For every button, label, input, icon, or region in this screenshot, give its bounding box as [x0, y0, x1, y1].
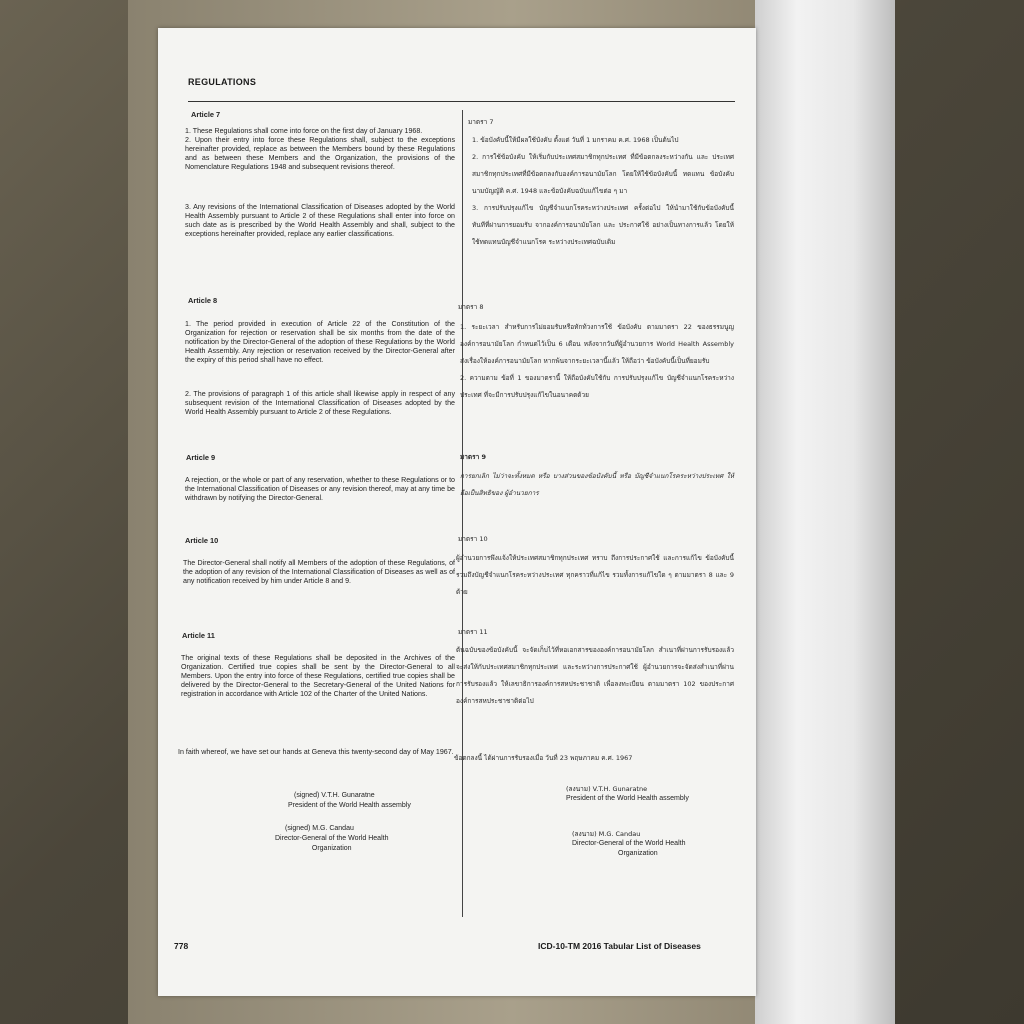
- article-10-title: Article 10: [185, 536, 219, 545]
- signature-th-1-name: (ลงนาม) V.T.H. Gunaratne: [566, 785, 648, 793]
- article-10-th-text: ผู้อำนวยการพึงแจ้งให้ประเทศสมาชิกทุกประเทศ ทราบ ถึงการประกาศใช้ และการแก้ไข ข้อบังคับนี้ รวมถึงบัญชีจำแนกโรคระหว่างประเทศ ทุกคราวที่แก้ไข รวมทั้งการแก้ไขใด ๆ ตามมาตรา 8 และ 9 ด้วย: [456, 554, 734, 596]
- header-rule: [188, 101, 735, 102]
- closing-statement-th: ข้อตกลงนี้ ได้ผ่านการรับรองเมื่อ วันที่ 23 พฤษภาคม ค.ศ. 1967: [454, 754, 633, 762]
- article-9-para: A rejection, or the whole or part of any reservation, whether to these Regulations or to the International Classification of Diseases or any revision thereof, may at any time be withdrawn by notifying the Director-General.: [185, 476, 455, 502]
- article-11-title: Article 11: [182, 631, 215, 640]
- signature-en-2-org: Organization: [311, 845, 352, 852]
- article-8-th-text: 1. ระยะเวลา สำหรับการไม่ยอมรับหรือทักท้วงการใช้ ข้อบังคับ ตามมาตรา 22 ของธรรมนูญองค์การอนามัยโลก กำหนดไว้เป็น 6 เดือน หลังจากวันที่ผู้อำนวยการ World Health Assembly ส่งเรื่องให้องค์การอนามัยโลก หากพ้นจากระยะเวลานี้แล้ว ให้ถือว่า ข้อบังคับนี้เป็นที่ยอมรับ 2. ความตาม ข้อที่ 1 ของมาตรานี้ ให้ถือบังคับใช้กับ การปรับปรุงแก้ไข บัญชีจำแนกโรคระหว่างประเทศ ที่จะมีการปรับปรุงแก้ไขในอนาคตด้วย: [460, 323, 734, 399]
- closing-statement-en: In faith whereof, we have set our hands at Geneva this twenty-second day of May 1967.: [178, 748, 454, 756]
- article-8-title: Article 8: [188, 296, 218, 305]
- article-7-th-text: 1. ข้อบังคับนี้ให้มีผลใช้บังคับ ตั้งแต่ วันที่ 1 มกราคม ค.ศ. 1968 เป็นต้นไป 2. การใช้ข้อบังคับ ให้เริ่มกับประเทศสมาชิกทุกประเทศ ที่มีข้อตกลงระหว่างกัน และ ประเทศสมาชิกทุกประเทศที่มีข้อตกลงกับองค์การอนามัยโลก โดยให้ใช้ข้อบังคับนี้ ทดแทน ข้อบังคับนามบัญญัติ ค.ศ. 1948 และข้อบังคับฉบับแก้ไขต่อ ๆ มา 3. การปรับปรุงแก้ไข บัญชีจำแนกโรคระหว่างประเทศ ครั้งต่อไป ให้นำมาใช้กับข้อบังคับนี้ ทันทีที่ผ่านการยอมรับ จากองค์การอนามัยโลก และ ประกาศใช้ อย่างเป็นทางการแล้ว โดยให้ใช้ทดแทนบัญชีจำแนกโรค ระหว่างประเทศฉบับเดิม: [472, 136, 734, 246]
- article-7-title: Article 7: [191, 110, 221, 119]
- article-8-para-2: 2. The provisions of paragraph 1 of this article shall likewise apply in respect of any subsequent revision of the International Classification of Diseases adopted by the World Health Assembly pursuant to Article 2 of these Regulations.: [185, 390, 455, 416]
- article-11-para: The original texts of these Regulations shall be deposited in the Archives of the Organization. Certified true copies shall be sent by the Director-General to all Members. Upon the entry into force of these Regulations, certified true copies shall be delivered by the Director-General to the Secretary-General of the United Nations for registration in accordance with Article 102 of the Charter of the United Nations.: [181, 654, 455, 698]
- article-7-para-3: 3. Any revisions of the International Classification of Diseases adopted by the World Health Assembly pursuant to Article 2 of these Regulations shall enter into force on such date as is prescribed by the World Health Assembly and shall, subject to the exceptions hereinafter provided, replace any earlier classifications.: [185, 203, 455, 238]
- article-9-th-title: มาตรา 9: [460, 453, 487, 461]
- article-7-para-1: 1. These Regulations shall come into force on the first day of January 1968. 2. Upon their entry into force these Regulations shall, subject to the exceptions hereinafter provided, replace as between the Members bound by these Regulations and as between these Members and the Organization, the provisions of the Nomenclature Regulations 1948 and subsequent revisions thereof.: [185, 127, 455, 171]
- signature-th-2-org: Organization: [618, 850, 658, 857]
- signature-en-2: [275, 824, 388, 854]
- article-8-th-title: มาตรา 8: [458, 303, 484, 311]
- article-9-title: Article 9: [186, 453, 216, 462]
- signature-en-1-name: (signed) V.T.H. Gunaratne: [294, 792, 375, 799]
- signature-en-2-name: (signed) M.G. Candau: [285, 825, 354, 832]
- running-title: REGULATIONS: [188, 77, 257, 87]
- article-8-para-1: 1. The period provided in execution of Article 22 of the Constitution of the Organization for rejection or reservation shall be six months from the date of the notification by the Director-General of the adoption of these Regulations by the World Health Assembly. Any rejection or reservation received by the Director-General after the expiry of this period shall have no effect.: [185, 320, 455, 364]
- article-10-th-title: มาตรา 10: [458, 535, 488, 543]
- signature-th-1: [566, 784, 689, 804]
- article-9-th-text: การยกเลิก ไม่ว่าจะทั้งหมด หรือ บางส่วนของข้อบังคับนี้ หรือ บัญชีจำแนกโรคระหว่างประเทศ ให้ถือเป็นสิทธิของ ผู้อำนวยการ: [460, 472, 734, 497]
- article-10-para: The Director-General shall notify all Members of the adoption of these Regulations, of the adoption of any revision of the International Classification of Diseases as well as of any notification received by him under Article 8 and 9.: [183, 559, 455, 585]
- signature-en-2-title: Director-General of the World Health: [275, 835, 389, 842]
- signature-en-1-title: President of the World Health assembly: [288, 802, 411, 809]
- signature-th-2-name: (ลงนาม) M.G. Candau: [572, 830, 641, 838]
- book-page-stack: [755, 0, 895, 1024]
- article-11-th-text: ต้นฉบับของข้อบังคับนี้ จะจัดเก็บไว้ที่หอเอกสารขององค์การอนามัยโลก สำเนาที่ผ่านการรับรองแล้ว จะส่งให้กับประเทศสมาชิกทุกประเทศ และระหว่างการประกาศใช้ ผู้อำนวยการจะจัดส่งสำเนาที่ผ่านการรับรองแล้ว ให้เลขาธิการองค์การสหประชาชาติ เพื่อลงทะเบียน ตามมาตรา 102 ของประกาศองค์การสหประชาชาติต่อไป: [456, 646, 734, 705]
- document-page: [158, 28, 756, 996]
- page-number: 778: [174, 941, 189, 951]
- signature-th-2: [572, 829, 685, 859]
- signature-th-2-title: Director-General of the World Health: [572, 840, 686, 847]
- signature-th-1-title: President of the World Health assembly: [566, 795, 689, 802]
- signature-en-1: [288, 791, 411, 811]
- article-11-th-title: มาตรา 11: [458, 628, 488, 636]
- book-title: ICD-10-TM 2016 Tabular List of Diseases: [538, 941, 701, 951]
- article-7-th-title: มาตรา 7: [468, 118, 494, 126]
- column-divider: [462, 110, 463, 917]
